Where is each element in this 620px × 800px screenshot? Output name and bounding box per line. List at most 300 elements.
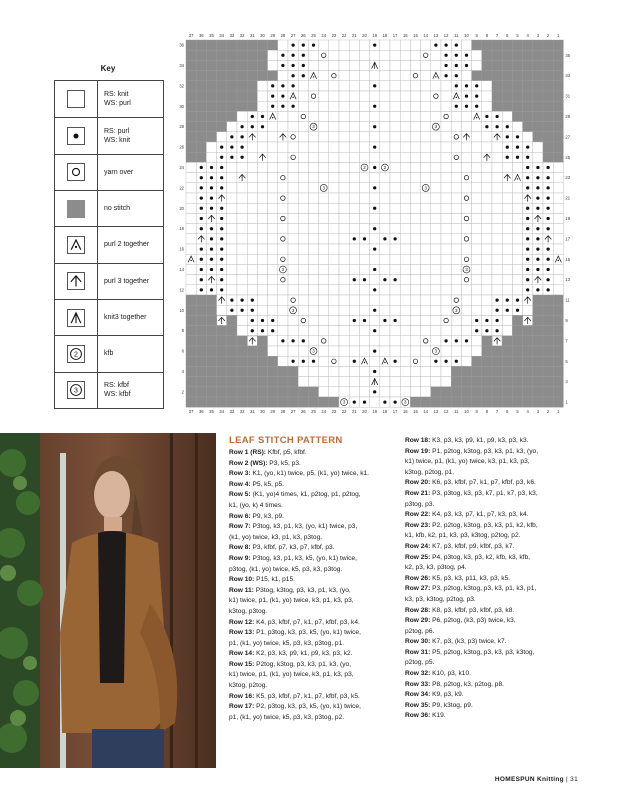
chart-stitch-dot	[291, 64, 294, 67]
chart-cell	[329, 336, 339, 346]
chart-cell	[186, 366, 196, 376]
chart-stitch-dot	[240, 309, 243, 312]
chart-cell	[421, 285, 431, 295]
row-label: Row 3:	[229, 470, 251, 478]
chart-cell	[502, 244, 512, 254]
chart-cell	[247, 162, 257, 172]
chart-cell	[288, 346, 298, 356]
chart-stitch-dot	[240, 156, 243, 159]
chart-cell	[543, 366, 553, 376]
chart-cell	[308, 162, 318, 172]
chart-stitch-dot	[516, 309, 519, 312]
chart-cell	[492, 81, 502, 91]
chart-cell	[186, 356, 196, 366]
page-number: 31	[570, 776, 578, 783]
chart-cell	[400, 213, 410, 223]
chart-cell	[227, 254, 237, 264]
chart-cell	[370, 71, 380, 81]
chart-cell	[533, 81, 543, 91]
pattern-row	[405, 489, 570, 500]
column-label-top: 27	[290, 33, 296, 38]
chart-cell	[410, 295, 420, 305]
chart-cell	[512, 366, 522, 376]
column-label-bottom: 10	[464, 409, 469, 415]
chart-cell	[512, 111, 522, 121]
chart-cell	[502, 162, 512, 172]
chart-cell	[410, 326, 420, 336]
chart-stitch-dot	[383, 319, 386, 322]
chart-cell	[349, 173, 359, 183]
chart-stitch-dot	[200, 258, 203, 261]
chart-cell	[308, 50, 318, 60]
pattern-title: LEAF STITCH PATTERN	[229, 435, 343, 446]
page-footer	[495, 776, 578, 783]
chart-cell	[298, 285, 308, 295]
svg-text:3: 3	[322, 185, 325, 191]
chart-cell	[512, 315, 522, 325]
chart-stitch-dot	[536, 258, 539, 261]
row-instructions: p3tog, p3.	[405, 500, 435, 508]
row-label: 4	[181, 369, 184, 374]
chart-stitch-dot	[240, 298, 243, 301]
key-row-circle	[55, 154, 163, 190]
chart-cell	[349, 305, 359, 315]
column-label-bottom: 27	[290, 409, 296, 415]
svg-text:3: 3	[312, 348, 315, 354]
chart-cell	[319, 264, 329, 274]
chart-cell	[206, 356, 216, 366]
chart-stitch-dot	[261, 115, 264, 118]
chart-stitch-dot	[546, 207, 549, 210]
chart-stitch-dot	[516, 298, 519, 301]
chart-cell	[451, 275, 461, 285]
chart-cell	[227, 91, 237, 101]
chart-cell	[227, 234, 237, 244]
chart-cell	[217, 387, 227, 397]
chart-cell	[206, 40, 216, 50]
chart-cell	[482, 40, 492, 50]
chart-cell	[247, 285, 257, 295]
chart-cell	[308, 142, 318, 152]
chart-cell	[319, 60, 329, 70]
chart-cell	[370, 397, 380, 407]
column-label-bottom: 8	[485, 409, 489, 415]
chart-cell	[319, 213, 329, 223]
key-label: purl 2 together	[104, 241, 150, 249]
chart-cell	[543, 336, 553, 346]
chart-cell	[553, 122, 563, 132]
chart-cell	[196, 152, 206, 162]
chart-cell	[349, 193, 359, 203]
chart-cell	[523, 101, 533, 111]
pattern-row	[405, 595, 570, 606]
chart-cell	[278, 203, 288, 213]
chart-cell	[533, 326, 543, 336]
chart-cell	[410, 397, 420, 407]
chart-stitch-dot	[485, 319, 488, 322]
chart-cell	[278, 142, 288, 152]
chart-stitch-dot	[434, 43, 437, 46]
row-instructions: P1, p3tog, k3, p3, k5, (yo, k1) twice,	[254, 629, 361, 637]
chart-cell	[298, 366, 308, 376]
chart-cell	[206, 387, 216, 397]
chart-cell	[237, 264, 247, 274]
chart-cell	[431, 305, 441, 315]
chart-cell	[461, 183, 471, 193]
row-label: 12	[179, 287, 184, 293]
chart-cell	[421, 101, 431, 111]
chart-cell	[349, 50, 359, 60]
row-label: 24	[179, 165, 184, 170]
chart-stitch-dot	[281, 94, 284, 97]
row-instructions: K3, p3, k3, p9, k1, p9, k3, p3, k3.	[430, 437, 529, 444]
chart-cell	[247, 173, 257, 183]
chart-cell	[380, 142, 390, 152]
chart-cell	[523, 60, 533, 70]
chart-cell	[339, 162, 349, 172]
chart-cell	[217, 346, 227, 356]
chart-cell	[553, 50, 563, 60]
chart-cell	[400, 305, 410, 315]
key-row-dot	[55, 117, 163, 153]
chart-cell	[359, 173, 369, 183]
chart-stitch-dot	[536, 196, 539, 199]
chart-cell	[206, 101, 216, 111]
chart-cell	[533, 101, 543, 111]
column-label-bottom: 33	[229, 409, 235, 415]
chart-cell	[472, 285, 482, 295]
pattern-row	[229, 649, 399, 660]
chart-cell	[543, 101, 553, 111]
chart-stitch-dot	[363, 278, 366, 281]
chart-cell	[196, 142, 206, 152]
column-label-bottom: 1	[557, 409, 560, 415]
chart-cell	[257, 264, 267, 274]
chart-cell	[543, 305, 553, 315]
chart-cell	[482, 397, 492, 407]
chart-cell	[339, 346, 349, 356]
chart-cell	[186, 173, 196, 183]
chart-stitch-dot	[546, 196, 549, 199]
chart-cell	[298, 315, 308, 325]
row-instructions: k3tog, p2tog.	[229, 682, 268, 690]
chart-cell	[308, 326, 318, 336]
chart-cell	[186, 122, 196, 132]
chart-cell	[441, 275, 451, 285]
chart-cell	[227, 122, 237, 132]
chart-cell	[288, 315, 298, 325]
chart-cell	[523, 387, 533, 397]
row-instructions: Kfbf, p5, kfbf.	[266, 449, 307, 456]
chart-stitch-dot	[506, 135, 509, 138]
chart-cell	[410, 60, 420, 70]
chart-cell	[268, 275, 278, 285]
chart-cell	[237, 244, 247, 254]
chart-stitch-dot	[546, 217, 549, 220]
chart-cell	[247, 152, 257, 162]
chart-stitch-dot	[455, 84, 458, 87]
chart-cell	[237, 71, 247, 81]
chart-cell	[410, 234, 420, 244]
chart-stitch-dot	[526, 288, 529, 291]
chart-cell	[349, 213, 359, 223]
chart-cell	[339, 111, 349, 121]
chart-cell	[472, 244, 482, 254]
key-label: RS: purl	[104, 127, 130, 135]
chart-cell	[227, 315, 237, 325]
chart-cell	[257, 224, 267, 234]
column-label-top: 29	[270, 33, 276, 38]
chart-stitch-dot	[495, 309, 498, 312]
chart-cell	[390, 295, 400, 305]
chart-stitch-dot	[230, 156, 233, 159]
pattern-row	[405, 500, 570, 511]
chart-cell	[217, 397, 227, 407]
row-label: Row 17:	[229, 703, 255, 711]
chart-cell	[227, 101, 237, 111]
chart-cell	[461, 213, 471, 223]
chart-cell	[288, 193, 298, 203]
column-label-bottom: 29	[270, 409, 276, 415]
chart-cell	[482, 346, 492, 356]
chart-cell	[390, 193, 400, 203]
chart-cell	[431, 203, 441, 213]
chart-stitch-dot	[251, 329, 254, 332]
chart-cell	[390, 285, 400, 295]
chart-cell	[278, 387, 288, 397]
chart-cell	[523, 50, 533, 60]
chart-cell	[461, 326, 471, 336]
chart-cell	[186, 91, 196, 101]
chart-cell	[441, 193, 451, 203]
chart-cell	[237, 234, 247, 244]
chart-cell	[339, 142, 349, 152]
row-label: Row 7:	[229, 523, 251, 531]
chart-cell	[492, 387, 502, 397]
chart-cell	[410, 132, 420, 142]
chart-cell	[186, 101, 196, 111]
chart-cell	[441, 224, 451, 234]
chart-cell	[553, 101, 563, 111]
chart-cell	[349, 244, 359, 254]
chart-cell	[329, 387, 339, 397]
chart-stitch-dot	[465, 339, 468, 342]
chart-cell	[482, 173, 492, 183]
chart-cell	[410, 346, 420, 356]
chart-cell	[247, 203, 257, 213]
row-label: 33	[565, 73, 571, 79]
chart-cell	[543, 152, 553, 162]
chart-cell	[308, 234, 318, 244]
row-label: 1	[565, 399, 568, 405]
chart-cell	[380, 40, 390, 50]
column-label-top: 33	[229, 33, 235, 38]
chart-cell	[451, 397, 461, 407]
chart-cell	[421, 244, 431, 254]
chart-cell	[431, 50, 441, 60]
chart-cell	[533, 50, 543, 60]
chart-cell	[319, 224, 329, 234]
row-label: Row 24:	[405, 542, 431, 550]
chart-cell	[339, 81, 349, 91]
k3tog-glyph	[71, 313, 81, 323]
chart-cell	[421, 111, 431, 121]
stitch-chart	[174, 30, 586, 421]
chart-cell	[400, 60, 410, 70]
chart-cell	[512, 60, 522, 70]
circle-symbol-icon	[55, 155, 98, 190]
chart-cell	[217, 377, 227, 387]
chart-cell	[339, 122, 349, 132]
pattern-row	[405, 542, 570, 553]
row-label: 15	[565, 256, 571, 262]
chart-cell	[308, 254, 318, 264]
chart-cell	[268, 387, 278, 397]
chart-stitch-dot	[281, 64, 284, 67]
chart-cell	[410, 336, 420, 346]
chart-cell	[329, 397, 339, 407]
chart-stitch-dot	[526, 176, 529, 179]
chart-cell	[278, 173, 288, 183]
chart-cell	[298, 346, 308, 356]
chart-cell	[268, 285, 278, 295]
chart-cell	[349, 264, 359, 274]
chart-cell	[482, 193, 492, 203]
chart-cell	[298, 203, 308, 213]
chart-cell	[339, 377, 349, 387]
chart-cell	[227, 81, 237, 91]
chart-cell	[400, 81, 410, 91]
row-instructions: (k1, yo) twice, k3, p1, k3, p3tog.	[229, 533, 323, 541]
chart-stitch-dot	[526, 217, 529, 220]
chart-cell	[502, 91, 512, 101]
chart-cell	[247, 377, 257, 387]
chart-cell	[206, 91, 216, 101]
chart-cell	[308, 132, 318, 142]
chart-cell	[319, 152, 329, 162]
chart-cell	[257, 275, 267, 285]
chart-cell	[441, 213, 451, 223]
chart-cell	[268, 397, 278, 407]
chart-cell	[461, 40, 471, 50]
chart-cell	[257, 71, 267, 81]
chart-cell	[257, 162, 267, 172]
chart-stitch-dot	[220, 176, 223, 179]
row-instructions: k2, p3, k3, p3tog, p4.	[405, 564, 467, 572]
chart-cell	[523, 336, 533, 346]
k3tog-symbol-icon	[55, 300, 98, 335]
chart-cell	[186, 162, 196, 172]
chart-cell	[380, 305, 390, 315]
chart-cell	[492, 275, 502, 285]
chart-cell	[472, 183, 482, 193]
pattern-row	[405, 606, 570, 617]
chart-stitch-dot	[526, 227, 529, 230]
chart-cell	[288, 203, 298, 213]
row-label: Row 36:	[405, 712, 431, 720]
chart-cell	[370, 50, 380, 60]
row-instructions: P2tog, k3tog, p3, k3, p1, k3, (yo,	[254, 660, 352, 668]
chart-cell	[206, 142, 216, 152]
chart-cell	[257, 183, 267, 193]
chart-cell	[482, 142, 492, 152]
chart-cell	[308, 183, 318, 193]
chart-cell	[421, 71, 431, 81]
chart-cell	[492, 366, 502, 376]
chart-cell	[257, 295, 267, 305]
chart-stitch-dot	[546, 186, 549, 189]
row-label: 35	[565, 52, 571, 58]
chart-cell	[482, 50, 492, 60]
chart-cell	[298, 295, 308, 305]
chart-cell	[482, 234, 492, 244]
chart-stitch-dot	[546, 278, 549, 281]
chart-cell	[370, 234, 380, 244]
chart-cell	[359, 111, 369, 121]
column-label-top: 2	[546, 33, 550, 38]
row-instructions: P1, p2tog, k3tog, p3, k3, p1, k3, (yo,	[430, 447, 539, 455]
chart-cell	[523, 397, 533, 407]
chart-cell	[186, 264, 196, 274]
chart-cell	[237, 315, 247, 325]
chart-cell	[298, 377, 308, 387]
chart-stitch-dot	[526, 268, 529, 271]
chart-cell	[257, 397, 267, 407]
chart-cell	[543, 50, 553, 60]
chart-cell	[196, 356, 206, 366]
chart-cell	[227, 183, 237, 193]
chart-cell	[390, 336, 400, 346]
chart-cell	[349, 122, 359, 132]
chart-cell	[288, 122, 298, 132]
chart-cell	[390, 122, 400, 132]
row-instructions: P2, p2tog, k3tog, p3, k3, p1, k2, kfb,	[430, 521, 538, 529]
chart-cell	[421, 142, 431, 152]
chart-cell	[298, 122, 308, 132]
chart-cell	[359, 305, 369, 315]
chart-cell	[329, 173, 339, 183]
chart-cell	[359, 152, 369, 162]
chart-stitch-dot	[485, 329, 488, 332]
chart-cell	[512, 50, 522, 60]
chart-cell	[268, 60, 278, 70]
chart-cell	[482, 213, 492, 223]
row-instructions: K4, p3, kfbf, p7, k1, p7, kfbf, p3, k4.	[254, 618, 360, 626]
chart-stitch-dot	[383, 278, 386, 281]
chart-cell	[227, 275, 237, 285]
pattern-row	[405, 680, 570, 691]
chart-cell	[278, 295, 288, 305]
chart-stitch-dot	[373, 309, 376, 312]
chart-cell	[512, 387, 522, 397]
chart-cell	[278, 285, 288, 295]
chart-stitch-dot	[251, 309, 254, 312]
row-instructions: K5, p3, k3, p11, k3, p3, k5.	[430, 574, 511, 582]
chart-stitch-dot	[261, 319, 264, 322]
key-row-k3tog	[55, 299, 163, 335]
chart-cell	[380, 60, 390, 70]
chart-cell	[319, 91, 329, 101]
chart-cell	[308, 193, 318, 203]
chart-cell	[186, 315, 196, 325]
chart-cell	[390, 91, 400, 101]
chart-cell	[298, 254, 308, 264]
chart-cell	[288, 275, 298, 285]
chart-cell	[400, 173, 410, 183]
key-label: WS: knit	[104, 136, 131, 144]
chart-cell	[217, 91, 227, 101]
chart-cell	[257, 142, 267, 152]
